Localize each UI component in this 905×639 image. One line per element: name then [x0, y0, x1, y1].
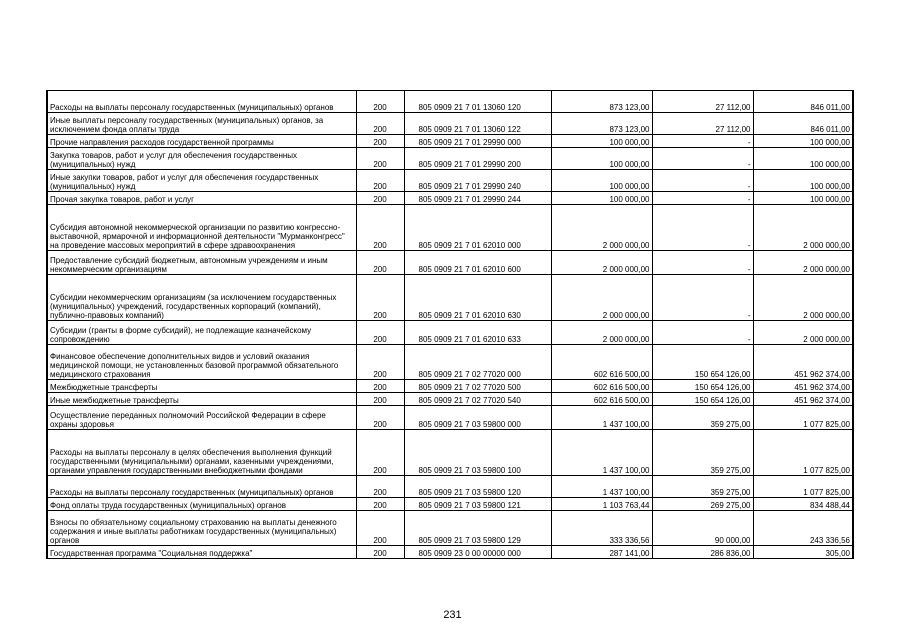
row-executed: 150 654 126,00	[652, 380, 753, 393]
row-approved: 100 000,00	[551, 170, 652, 192]
row-name: Субсидия автономной некоммерческой организации по развитию конгрессно-выставочной, ярмарочной и информационной деятельности "Мурманконгресс" на проведение массовых мероприятий в сфере здравоохранения	[47, 205, 356, 251]
row-name: Предоставление субсидий бюджетным, автономным учреждениям и иным некоммерческим организациям	[47, 251, 356, 275]
row-executed: -	[652, 251, 753, 275]
row-remaining: 451 962 374,00	[753, 380, 853, 393]
row-classification-code: 805 0909 21 7 01 29990 244	[404, 192, 551, 205]
row-executed: 150 654 126,00	[652, 345, 753, 380]
row-approved: 287 141,00	[551, 546, 652, 559]
table-row	[47, 380, 853, 393]
row-executed: -	[652, 148, 753, 170]
row-classification-code: 805 0909 21 7 03 59800 129	[404, 511, 551, 546]
table-row	[47, 91, 853, 113]
row-code: 200	[356, 192, 404, 205]
row-remaining: 2 000 000,00	[753, 205, 853, 251]
row-name: Расходы на выплаты персоналу государственных (муниципальных) органов	[47, 91, 356, 113]
table-row	[47, 406, 853, 430]
table-row	[47, 251, 853, 275]
row-approved: 1 437 100,00	[551, 430, 652, 476]
table-row	[47, 345, 853, 380]
row-executed: 27 112,00	[652, 91, 753, 113]
row-code: 200	[356, 135, 404, 148]
row-executed: -	[652, 205, 753, 251]
row-name: Государственная программа "Социальная поддержка"	[47, 546, 356, 559]
row-approved: 1 103 763,44	[551, 498, 652, 511]
row-executed: -	[652, 321, 753, 345]
row-name: Закупка товаров, работ и услуг для обеспечения государственных (муниципальных) нужд	[47, 148, 356, 170]
page-number: 231	[443, 609, 462, 621]
row-approved: 873 123,00	[551, 91, 652, 113]
row-remaining: 2 000 000,00	[753, 275, 853, 321]
row-classification-code: 805 0909 21 7 01 13060 120	[404, 91, 551, 113]
row-classification-code: 805 0909 21 7 01 29990 000	[404, 135, 551, 148]
row-remaining: 1 077 825,00	[753, 406, 853, 430]
row-approved: 1 437 100,00	[551, 406, 652, 430]
table-row	[47, 192, 853, 205]
row-code: 200	[356, 345, 404, 380]
row-remaining: 451 962 374,00	[753, 345, 853, 380]
row-approved: 602 616 500,00	[551, 380, 652, 393]
table-row	[47, 393, 853, 406]
row-remaining: 100 000,00	[753, 148, 853, 170]
row-remaining: 2 000 000,00	[753, 251, 853, 275]
table-row	[47, 476, 853, 498]
row-name: Иные межбюджетные трансферты	[47, 393, 356, 406]
row-classification-code: 805 0909 21 7 03 59800 121	[404, 498, 551, 511]
table-row	[47, 498, 853, 511]
row-name: Субсидии некоммерческим организациям (за исключением государственных (муниципальных) учреждений, государственных корпораций (компаний), публично-правовых компаний)	[47, 275, 356, 321]
row-name: Фонд оплаты труда государственных (муниципальных) органов	[47, 498, 356, 511]
row-code: 200	[356, 511, 404, 546]
row-classification-code: 805 0909 21 7 01 29990 240	[404, 170, 551, 192]
table-row	[47, 275, 853, 321]
row-code: 200	[356, 380, 404, 393]
row-classification-code: 805 0909 21 7 02 77020 500	[404, 380, 551, 393]
row-name: Иные закупки товаров, работ и услуг для обеспечения государственных (муниципальных) нужд	[47, 170, 356, 192]
row-executed: -	[652, 192, 753, 205]
row-classification-code: 805 0909 21 7 01 29990 200	[404, 148, 551, 170]
row-executed: -	[652, 275, 753, 321]
row-executed: 359 275,00	[652, 406, 753, 430]
row-executed: 359 275,00	[652, 476, 753, 498]
row-code: 200	[356, 91, 404, 113]
row-code: 200	[356, 393, 404, 406]
row-approved: 2 000 000,00	[551, 251, 652, 275]
row-remaining: 1 077 825,00	[753, 430, 853, 476]
row-name: Прочие направления расходов государственной программы	[47, 135, 356, 148]
row-name: Финансовое обеспечение дополнительных видов и условий оказания медицинской помощи, не установленных базовой программой обязательного медицинского страхования	[47, 345, 356, 380]
row-remaining: 100 000,00	[753, 135, 853, 148]
row-approved: 602 616 500,00	[551, 345, 652, 380]
row-remaining: 100 000,00	[753, 170, 853, 192]
table-row	[47, 511, 853, 546]
row-remaining: 451 962 374,00	[753, 393, 853, 406]
row-code: 200	[356, 546, 404, 559]
budget-execution-table	[46, 90, 854, 559]
row-name: Осуществление переданных полномочий Российской Федерации в сфере охраны здоровья	[47, 406, 356, 430]
row-classification-code: 805 0909 21 7 03 59800 000	[404, 406, 551, 430]
row-executed: -	[652, 170, 753, 192]
row-approved: 602 616 500,00	[551, 393, 652, 406]
row-classification-code: 805 0909 21 7 01 62010 600	[404, 251, 551, 275]
row-executed: 269 275,00	[652, 498, 753, 511]
row-approved: 2 000 000,00	[551, 321, 652, 345]
table-row	[47, 148, 853, 170]
row-name: Прочая закупка товаров, работ и услуг	[47, 192, 356, 205]
row-code: 200	[356, 275, 404, 321]
row-approved: 2 000 000,00	[551, 205, 652, 251]
row-remaining: 846 011,00	[753, 113, 853, 135]
row-approved: 873 123,00	[551, 113, 652, 135]
row-name: Расходы на выплаты персоналу в целях обеспечения выполнения функций государственными (муниципальными) органами, казенными учреждениями, органами управления государственными внебюджетными фондами	[47, 430, 356, 476]
row-code: 200	[356, 321, 404, 345]
row-executed: 90 000,00	[652, 511, 753, 546]
row-approved: 100 000,00	[551, 148, 652, 170]
row-classification-code: 805 0909 21 7 01 62010 000	[404, 205, 551, 251]
row-classification-code: 805 0909 21 7 03 59800 100	[404, 430, 551, 476]
row-code: 200	[356, 251, 404, 275]
row-name: Взносы по обязательному социальному страхованию на выплаты денежного содержания и иные выплаты работникам государственных (муниципальных) органов	[47, 511, 356, 546]
row-code: 200	[356, 113, 404, 135]
row-code: 200	[356, 476, 404, 498]
row-executed: 286 836,00	[652, 546, 753, 559]
row-classification-code: 805 0909 21 7 02 77020 000	[404, 345, 551, 380]
row-remaining: 1 077 825,00	[753, 476, 853, 498]
row-code: 200	[356, 498, 404, 511]
row-classification-code: 805 0909 23 0 00 00000 000	[404, 546, 551, 559]
row-approved: 100 000,00	[551, 135, 652, 148]
row-classification-code: 805 0909 21 7 01 62010 630	[404, 275, 551, 321]
row-executed: 27 112,00	[652, 113, 753, 135]
row-remaining: 305,00	[753, 546, 853, 559]
row-classification-code: 805 0909 21 7 02 77020 540	[404, 393, 551, 406]
row-remaining: 846 011,00	[753, 91, 853, 113]
row-remaining: 834 488,44	[753, 498, 853, 511]
row-code: 200	[356, 406, 404, 430]
row-classification-code: 805 0909 21 7 01 13060 122	[404, 113, 551, 135]
row-name: Межбюджетные трансферты	[47, 380, 356, 393]
row-approved: 2 000 000,00	[551, 275, 652, 321]
row-remaining: 2 000 000,00	[753, 321, 853, 345]
table-row	[47, 170, 853, 192]
row-approved: 1 437 100,00	[551, 476, 652, 498]
row-name: Иные выплаты персоналу государственных (муниципальных) органов, за исключением фонда оплаты труда	[47, 113, 356, 135]
table-row	[47, 430, 853, 476]
table-row	[47, 205, 853, 251]
row-classification-code: 805 0909 21 7 01 62010 633	[404, 321, 551, 345]
row-executed: 150 654 126,00	[652, 393, 753, 406]
row-remaining: 243 336,56	[753, 511, 853, 546]
row-name: Субсидии (гранты в форме субсидий), не подлежащие казначейскому сопровождению	[47, 321, 356, 345]
row-approved: 333 336,56	[551, 511, 652, 546]
row-code: 200	[356, 430, 404, 476]
row-name: Расходы на выплаты персоналу государственных (муниципальных) органов	[47, 476, 356, 498]
row-executed: -	[652, 135, 753, 148]
table-row	[47, 135, 853, 148]
row-code: 200	[356, 148, 404, 170]
row-approved: 100 000,00	[551, 192, 652, 205]
table-row	[47, 113, 853, 135]
row-code: 200	[356, 170, 404, 192]
table-row	[47, 546, 853, 559]
row-remaining: 100 000,00	[753, 192, 853, 205]
row-classification-code: 805 0909 21 7 03 59800 120	[404, 476, 551, 498]
table-row	[47, 321, 853, 345]
row-code: 200	[356, 205, 404, 251]
row-executed: 359 275,00	[652, 430, 753, 476]
